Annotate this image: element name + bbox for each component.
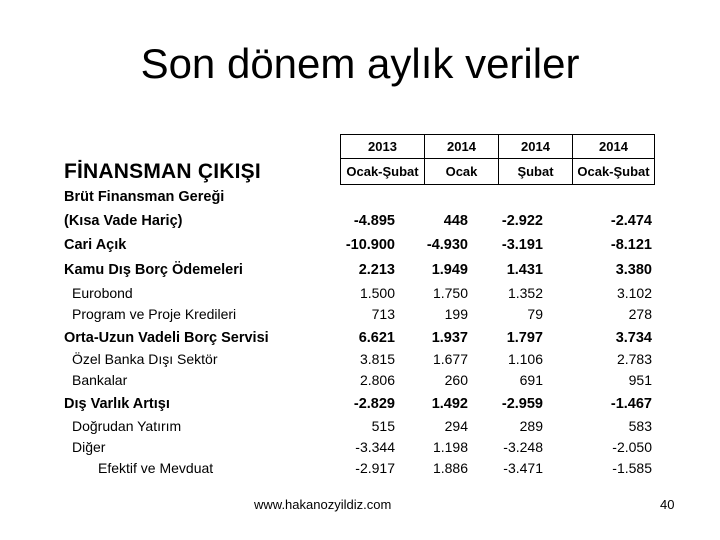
cell-value: 289 [519, 418, 543, 434]
row-label: Cari Açık [64, 237, 127, 253]
cell-value: 2.783 [616, 351, 652, 367]
row-label: Program ve Proje Kredileri [72, 306, 237, 322]
header-year: 2014 [499, 135, 573, 158]
row-label: Diğer [72, 439, 106, 455]
cell-value: 1.106 [507, 351, 543, 367]
header-year: 2014 [599, 139, 628, 154]
table-row [0, 372, 720, 393]
header-period: Ocak-Şubat [577, 163, 650, 179]
cell-value: 1.750 [432, 285, 468, 301]
cell-value: 691 [519, 372, 543, 388]
cell-value: 199 [444, 306, 468, 322]
cell-value: 515 [371, 418, 395, 434]
cell-value: 583 [628, 418, 652, 434]
table-row [0, 330, 720, 351]
row-label: Efektif ve Mevduat [98, 460, 214, 476]
cell-value: 448 [443, 213, 468, 229]
table-row [0, 418, 720, 439]
table-row [0, 439, 720, 460]
cell-value: 2.806 [359, 372, 395, 388]
cell-value: -3.248 [503, 439, 543, 455]
header-period: Ocak-Şubat [341, 158, 425, 184]
row-label: Orta-Uzun Vadeli Borç Servisi [64, 330, 269, 346]
cell-value: 1.886 [432, 460, 468, 476]
table-row [0, 237, 720, 258]
table-row [0, 262, 720, 283]
cell-value: -4.930 [426, 237, 468, 253]
slide-title: Son dönem aylık veriler [140, 40, 580, 87]
table-row [0, 189, 720, 210]
cell-value: 260 [444, 372, 468, 388]
header-year: 2014 [425, 135, 499, 158]
cell-value: -8.121 [610, 237, 652, 253]
cell-value: 1.797 [506, 330, 543, 346]
cell-value: -2.959 [501, 396, 543, 412]
cell-value: 3.102 [616, 285, 652, 301]
cell-value: -2.474 [610, 213, 652, 229]
table-row [0, 285, 720, 306]
cell-value: -2.050 [612, 439, 652, 455]
cell-value: 3.380 [615, 262, 652, 278]
table-header [340, 134, 655, 185]
cell-value: 1.677 [432, 351, 468, 367]
cell-value: 79 [527, 306, 543, 322]
cell-value: -1.467 [610, 396, 652, 412]
cell-value: 1.352 [507, 285, 543, 301]
row-label: Dış Varlık Artışı [64, 396, 170, 412]
cell-value: 1.500 [359, 285, 395, 301]
cell-value: -10.900 [345, 237, 395, 253]
cell-value: 1.949 [431, 262, 468, 278]
cell-value: -3.344 [355, 439, 395, 455]
cell-value: 1.431 [506, 262, 543, 278]
cell-value: -2.829 [353, 396, 395, 412]
cell-value: -4.895 [353, 213, 395, 229]
cell-value: -1.585 [612, 460, 652, 476]
table-row [0, 460, 720, 481]
table-row [0, 351, 720, 372]
cell-value: 294 [444, 418, 468, 434]
cell-value: -2.917 [355, 460, 395, 476]
page-number: 40 [660, 497, 675, 512]
cell-value: -3.471 [503, 460, 543, 476]
cell-value: 713 [371, 306, 395, 322]
row-label: Bankalar [72, 372, 128, 388]
row-label: Kamu Dış Borç Ödemeleri [64, 262, 243, 278]
row-label: Özel Banka Dışı Sektör [72, 351, 218, 367]
cell-value: 3.815 [359, 351, 395, 367]
table-row [0, 396, 720, 417]
cell-value: 1.937 [431, 330, 468, 346]
header-years-row [341, 135, 654, 159]
cell-value: 6.621 [358, 330, 395, 346]
cell-value: 2.213 [358, 262, 395, 278]
table-row [0, 213, 720, 234]
header-periods-row [341, 158, 654, 184]
row-label: Doğrudan Yatırım [72, 418, 182, 434]
row-label: (Kısa Vade Hariç) [64, 213, 183, 229]
cell-value: 3.734 [615, 330, 652, 346]
header-period: Ocak [425, 158, 499, 184]
table-row [0, 306, 720, 327]
cell-value: 278 [628, 306, 652, 322]
footer-url: www.hakanozyildiz.com [254, 497, 392, 512]
header-year: 2013 [341, 135, 425, 158]
cell-value: 1.198 [432, 439, 468, 455]
cell-value: 1.492 [431, 396, 468, 412]
cell-value: 951 [628, 372, 652, 388]
row-label: Brüt Finansman Gereği [64, 189, 225, 205]
header-period: Şubat [499, 158, 573, 184]
cell-value: -2.922 [501, 213, 543, 229]
row-label: Eurobond [72, 285, 133, 301]
section-title: FİNANSMAN ÇIKIŞI [64, 160, 261, 183]
cell-value: -3.191 [501, 237, 543, 253]
